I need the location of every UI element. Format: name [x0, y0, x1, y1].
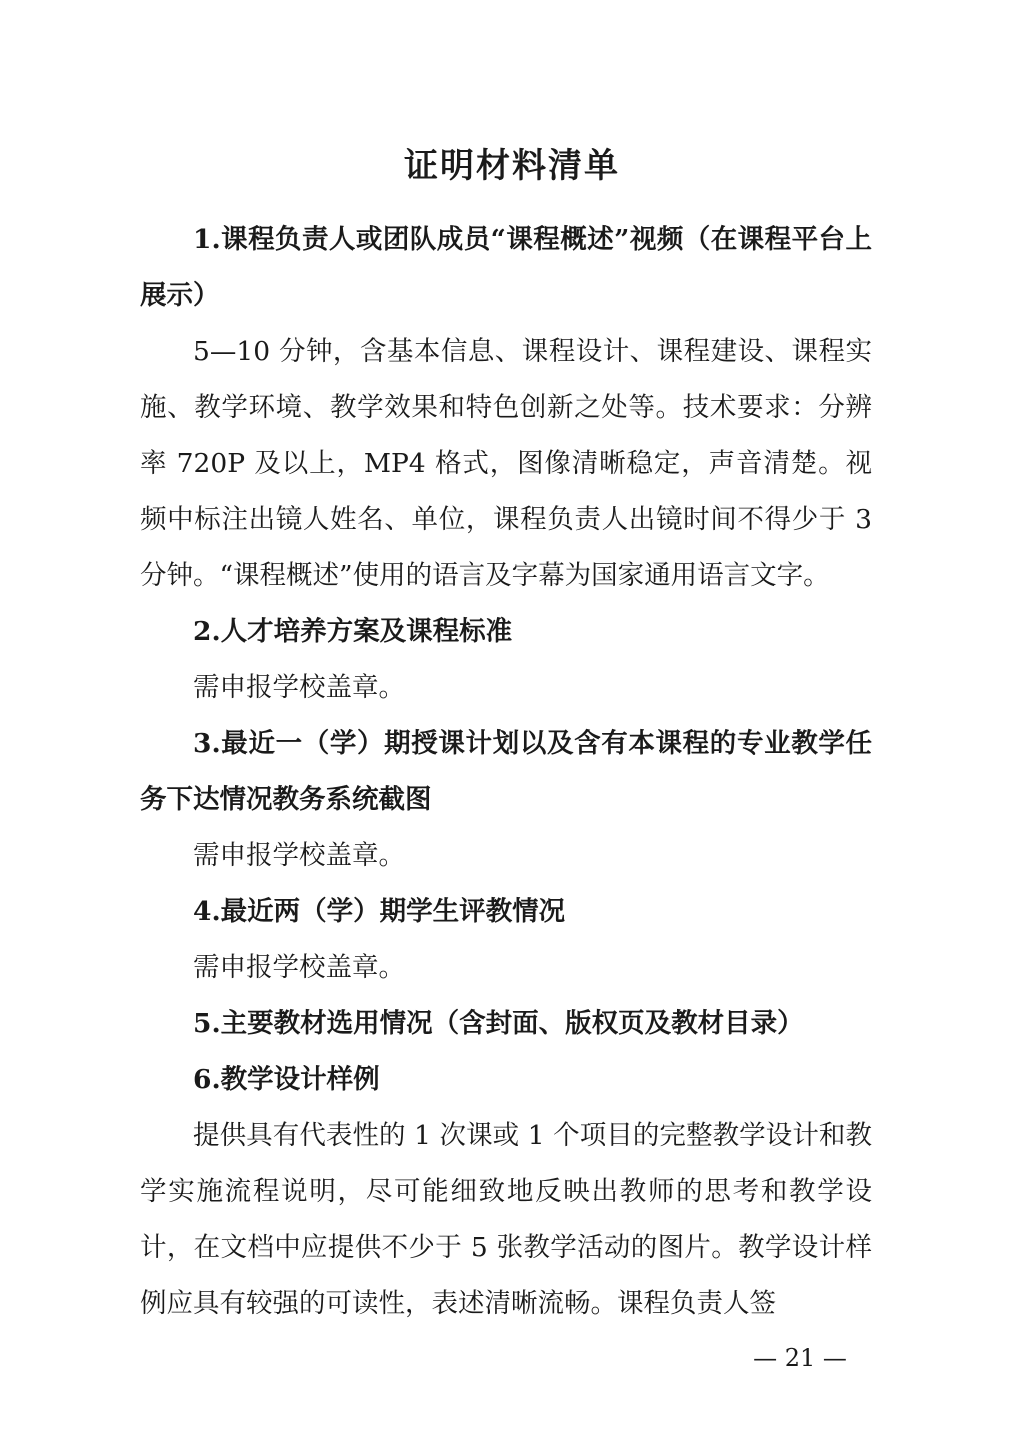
- document-body: [140, 212, 872, 1332]
- section-3-heading: 3.最近一（学）期授课计划以及含有本课程的专业教学任务下达情况教务系统截图: [140, 728, 872, 815]
- section-6-heading: 6.教学设计样例: [193, 1064, 380, 1095]
- section-3-body: 需申报学校盖章。: [193, 840, 405, 871]
- page-number: — 21 —: [753, 1344, 847, 1372]
- section-2-body: 需申报学校盖章。: [193, 672, 405, 703]
- section-5-heading: 5.主要教材选用情况（含封面、版权页及教材目录）: [193, 1008, 804, 1039]
- section-6-body: 提供具有代表性的 1 次课或 1 个项目的完整教学设计和教学实施流程说明，尽可能细致地反映出教师的思考和教学设计，在文档中应提供不少于 5 张教学活动的图片。教学设计样例应具有较强的可读性，表述清晰流畅。课程负责人签: [140, 1120, 872, 1319]
- section-1-body: 5—10 分钟，含基本信息、课程设计、课程建设、课程实施、教学环境、教学效果和特色创新之处等。技术要求：分辨率 720P 及以上，MP4 格式，图像清晰稳定，声音清楚。视频中标注出镜人姓名、单位，课程负责人出镜时间不得少于 3 分钟。“课程概述”使用的语言及字幕为国家通用语言文字。: [140, 336, 872, 591]
- section-1-heading: 1.课程负责人或团队成员“课程概述”视频（在课程平台上展示）: [140, 224, 872, 311]
- section-4-heading: 4.最近两（学）期学生评教情况: [193, 896, 566, 927]
- section-2-heading: 2.人才培养方案及课程标准: [193, 616, 513, 647]
- page-title: 证明材料清单: [404, 146, 620, 186]
- section-4-body: 需申报学校盖章。: [193, 952, 405, 983]
